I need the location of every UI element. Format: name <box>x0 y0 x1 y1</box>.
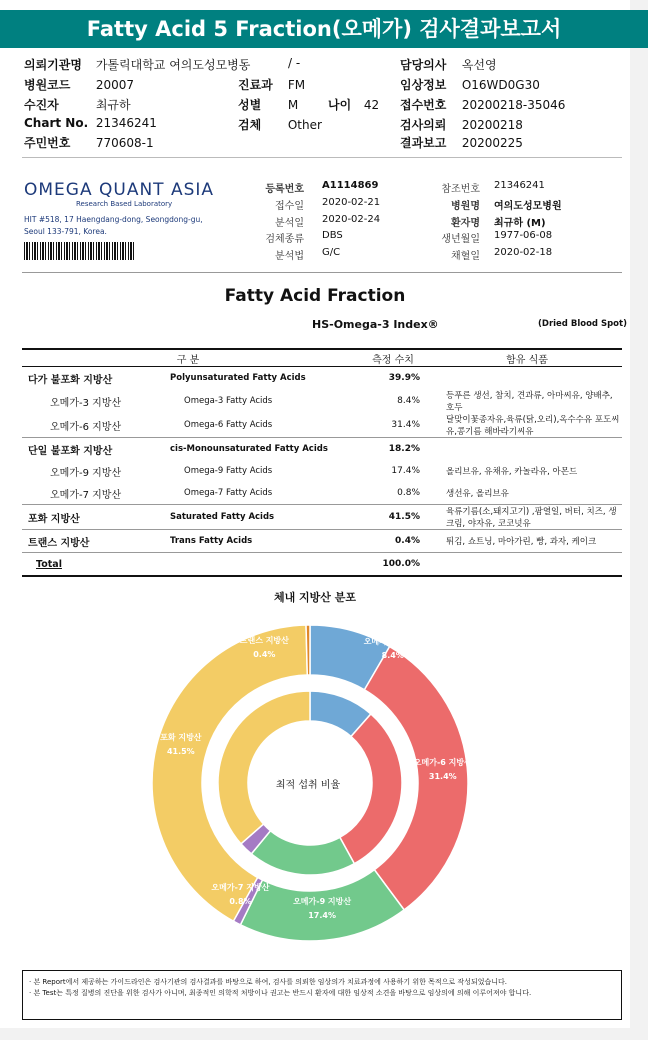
receipt-value: 20200218-35046 <box>461 98 566 112</box>
segment-label <box>282 895 362 923</box>
table-row <box>22 389 622 413</box>
segment-label-pct: 31.4% <box>428 771 457 781</box>
row-foods: 육류기름(소,돼지고기) ,팜열일, 버터, 치즈, 생크림, 야자유, 코코넛유 <box>432 505 622 530</box>
table-row <box>22 413 622 438</box>
patient-label: 수진자 <box>24 98 59 112</box>
divider <box>22 272 622 273</box>
patient-row <box>24 96 131 113</box>
segment-label <box>353 635 433 663</box>
table-total-row <box>22 553 622 577</box>
total-spacer <box>432 553 622 577</box>
row-value: 41.5% <box>354 505 432 530</box>
id-label: 주민번호 <box>24 136 71 150</box>
age-value: 42 <box>363 98 380 112</box>
hosp-label: 병원명 <box>451 201 480 212</box>
clinical-row <box>400 76 540 93</box>
row-foods <box>432 438 622 461</box>
segment-label <box>141 731 221 759</box>
anal-label: 분석일 <box>275 218 304 229</box>
table-row <box>22 367 622 390</box>
segment-label-name: 오메가-9 지방산 <box>293 897 352 907</box>
recv-label: 접수일 <box>275 201 304 212</box>
segment-label-pct: 41.5% <box>166 747 195 757</box>
row-name-en: Omega-6 Fatty Acids <box>184 420 273 430</box>
segment-label <box>200 881 280 909</box>
institution-value: 가톨릭대학교 여의도성모병동 <box>95 58 251 72</box>
sex-label: 성별 <box>238 98 262 112</box>
id-value: 770608-1 <box>95 136 154 150</box>
company-address-line1: HIT #518, 17 Haengdang-dong, Seongdong-gu, <box>24 215 203 224</box>
hospital-code-row <box>24 76 134 93</box>
segment-label-pct: 17.4% <box>308 911 336 921</box>
method-value: G/C <box>322 247 341 258</box>
row-name-kr: 오메가-9 지방산 <box>50 467 122 479</box>
row-foods: 달맞이꽃종자유,육류(닭,오리),옥수수유 포도씨유,콩기름 해바라기씨유 <box>446 415 620 437</box>
reg-value: A1114869 <box>322 180 379 191</box>
segment-label-name: 오메가-7 지방산 <box>211 882 270 892</box>
section-title: Fatty Acid Fraction <box>224 286 406 306</box>
row-name-en: Omega-7 Fatty Acids <box>184 488 273 498</box>
dept-label: 진료과 <box>238 78 273 92</box>
ref-value: 21346241 <box>494 180 545 191</box>
method-label: 분석법 <box>275 251 304 262</box>
ref-label: 참조번호 <box>441 184 480 195</box>
row-name-kr: 포화 지방산 <box>22 505 170 530</box>
reg-label: 등록번호 <box>265 184 304 195</box>
barcode <box>24 242 136 260</box>
request-label: 검사의뢰 <box>400 118 447 132</box>
column-header: 함유 식품 <box>432 349 622 367</box>
dept-slash: / - <box>288 56 301 70</box>
institution-row <box>24 56 250 73</box>
hospital-code-label: 병원코드 <box>24 78 71 92</box>
dob-label: 생년월일 <box>441 234 480 245</box>
row-value: 31.4% <box>391 420 420 430</box>
company-address-line2: Seoul 133-791, Korea. <box>24 227 107 236</box>
clinical-value: O16WD0G30 <box>461 78 540 92</box>
disclaimer-box <box>22 970 622 1020</box>
sex-row <box>238 96 298 113</box>
fatty-acid-table <box>22 348 622 577</box>
specimen-value: Other <box>287 118 322 132</box>
row-name-kr: 오메가-7 지방산 <box>50 489 122 501</box>
row-name-en: Omega-9 Fatty Acids <box>184 466 273 476</box>
patient-value: 최규하 <box>95 98 131 112</box>
row-value: 39.9% <box>354 367 432 390</box>
segment-label-pct: 8.4% <box>381 650 404 660</box>
sex-value: M <box>287 98 299 112</box>
row-foods: 생선유, 올리브유 <box>446 489 509 499</box>
row-name-en: Omega-3 Fatty Acids <box>184 396 273 406</box>
row-value: 0.8% <box>397 488 420 498</box>
pname-value: 최규하 (M) <box>494 218 546 229</box>
total-spacer <box>170 553 354 577</box>
donut-center-label: 최적 섭취 비율 <box>275 780 341 791</box>
row-name-en: Saturated Fatty Acids <box>170 505 354 530</box>
distribution-title: 체내 지방산 분포 <box>273 591 357 604</box>
table-row <box>22 438 622 461</box>
dob-value: 1977-06-08 <box>494 230 553 241</box>
row-foods: 등푸른 생선, 참치, 견과류, 아마씨유, 양배추, 호두 <box>446 391 613 413</box>
doctor-row <box>400 56 497 73</box>
row-foods: 튀김, 쇼트닝, 마아가린, 빵, 과자, 케이크 <box>432 530 622 553</box>
request-value: 20200218 <box>461 118 523 132</box>
chart-row <box>24 116 157 130</box>
row-name-kr: 오메가-3 지방산 <box>50 397 122 409</box>
draw-value: 2020-02-18 <box>494 247 553 258</box>
row-value: 17.4% <box>391 466 420 476</box>
outer-slice-5 <box>306 625 310 675</box>
id-row <box>24 134 154 151</box>
specimen-row <box>238 116 322 133</box>
disclaimer-line: · 본 Test는 특정 질병의 진단을 위한 검사가 아니며, 최종적인 의학적 처방이나 권고는 반드시 환자에 대한 임상적 소견을 바탕으로 임상의에 의해 이루어져야 합니다. <box>29 989 532 997</box>
row-foods <box>432 367 622 390</box>
segment-label-pct: 0.4% <box>253 650 276 659</box>
row-name-kr: 단일 불포화 지방산 <box>22 438 170 461</box>
chart-label: Chart No. <box>24 116 89 130</box>
pname-label: 환자명 <box>451 218 480 229</box>
company-logo: OMEGA QUANT ASIA <box>24 180 215 200</box>
table-row <box>22 460 622 482</box>
chart-value: 21346241 <box>95 116 157 130</box>
divider <box>22 157 622 158</box>
segment-label-name: 트랜스 지방산 <box>239 636 289 645</box>
draw-label: 채혈일 <box>451 251 480 262</box>
disclaimer-line: · 본 Report에서 제공하는 가이드라인은 검사기관의 검사결과를 바탕으로 하여, 검사를 의뢰한 임상의가 치료과정에 사용하기 위한 목적으로 작성되었습니다. <box>29 978 507 986</box>
row-name-en: cis-Monounsaturated Fatty Acids <box>170 438 354 461</box>
company-tagline: Research Based Laboratory <box>76 200 173 208</box>
row-value: 0.4% <box>354 530 432 553</box>
segment-label <box>224 634 304 662</box>
stype-value: DBS <box>322 230 343 241</box>
table-row <box>22 530 622 553</box>
row-name-en: Trans Fatty Acids <box>170 530 354 553</box>
receipt-row <box>400 96 565 113</box>
row-name-kr: 트랜스 지방산 <box>22 530 170 553</box>
age-row <box>328 96 379 113</box>
section-subtitle: HS-Omega-3 Index® <box>312 318 439 331</box>
report-value: 20200225 <box>461 136 523 150</box>
row-value: 8.4% <box>397 396 420 406</box>
segment-label-name: 오메가-3 지방산 <box>363 636 422 646</box>
institution-label: 의뢰기관명 <box>24 58 82 72</box>
row-name-en: Polyunsaturated Fatty Acids <box>170 367 354 390</box>
request-row <box>400 116 523 133</box>
report-label: 결과보고 <box>400 136 447 150</box>
recv-value: 2020-02-21 <box>322 197 381 208</box>
specimen-label: 검체 <box>238 118 262 132</box>
hosp-value: 여의도성모병원 <box>494 201 562 212</box>
stype-label: 검체종류 <box>265 234 304 245</box>
receipt-label: 접수번호 <box>400 98 447 112</box>
report-title: Fatty Acid 5 Fraction(오메가) 검사결과보고서 <box>0 10 648 48</box>
total-value: 100.0% <box>354 553 432 577</box>
clinical-label: 임상정보 <box>400 78 447 92</box>
doctor-label: 담당의사 <box>400 58 447 72</box>
specimen-note: (Dried Blood Spot) <box>538 319 627 329</box>
row-name-kr: 다가 불포화 지방산 <box>22 367 170 390</box>
hospital-code-value: 20007 <box>95 78 135 92</box>
segment-label-name: 포화 지방산 <box>160 733 202 743</box>
table-row <box>22 482 622 505</box>
segment-label-name: 오메가-6 지방산 <box>413 757 472 767</box>
column-header: 구 분 <box>22 349 354 367</box>
total-label: Total <box>22 553 170 577</box>
age-label: 나이 <box>328 98 352 112</box>
row-value: 18.2% <box>354 438 432 461</box>
row-foods: 올리브유, 유채유, 카놀라유, 아몬드 <box>446 467 578 477</box>
anal-value: 2020-02-24 <box>322 214 381 225</box>
column-header: 측정 수치 <box>354 349 432 367</box>
table-row <box>22 505 622 530</box>
dept-value: FM <box>287 78 306 92</box>
row-name-kr: 오메가-6 지방산 <box>50 421 122 433</box>
doctor-value: 옥선영 <box>461 58 497 72</box>
table-header-row <box>22 349 622 367</box>
report-row <box>400 134 523 151</box>
dept-row <box>238 76 305 93</box>
segment-label <box>403 756 483 784</box>
segment-label-pct: 0.8% <box>229 896 252 906</box>
